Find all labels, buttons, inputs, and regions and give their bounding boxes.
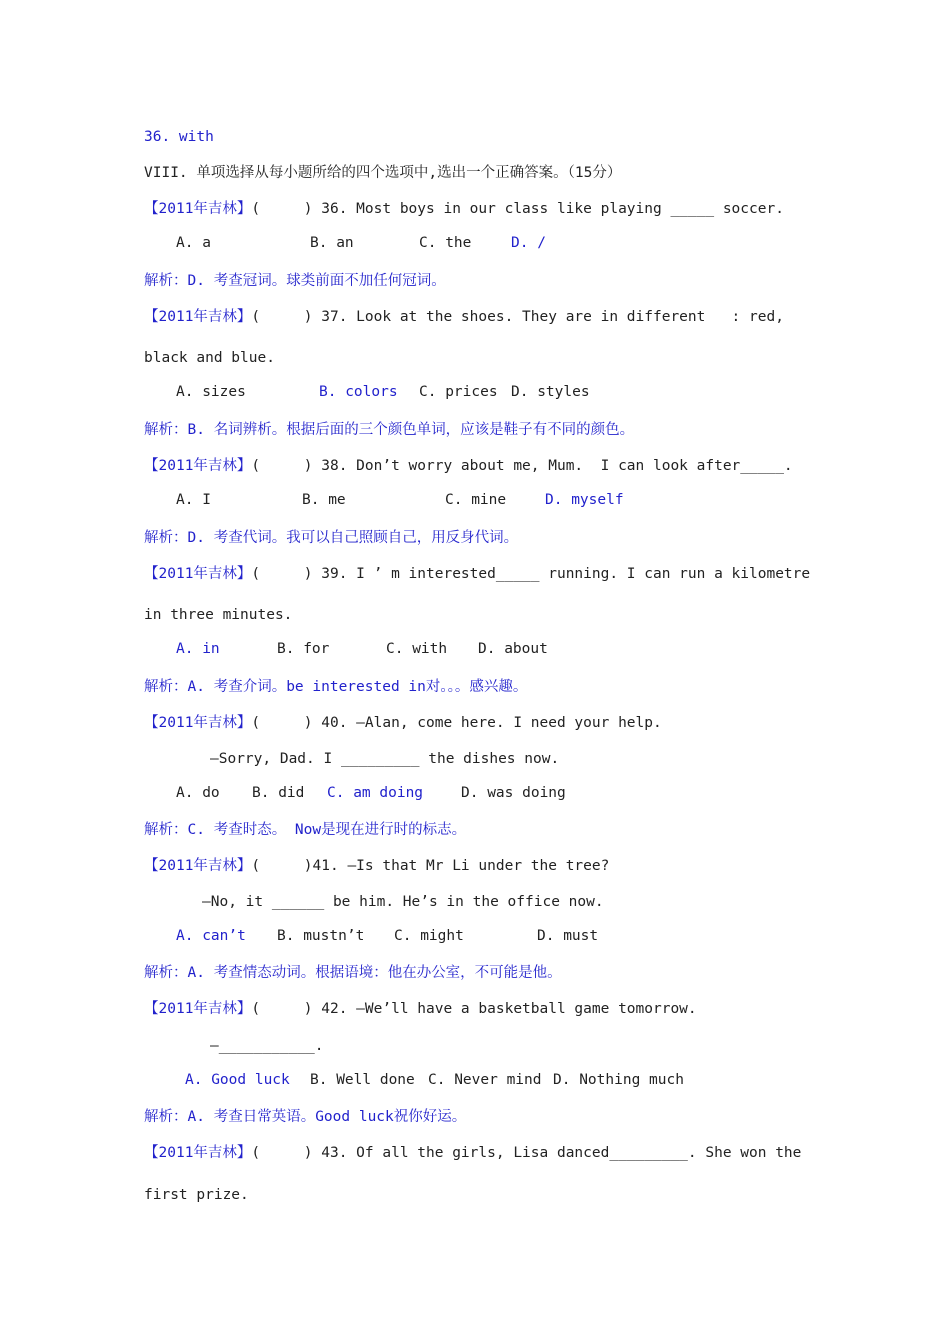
option-a: A. in (176, 641, 220, 657)
option-c: C. with (386, 641, 448, 657)
question-text: ( )41. —Is that Mr Li under the tree? (251, 858, 610, 874)
source-tag: 【2011年吉林】 (144, 566, 252, 582)
options-39 (0, 641, 950, 661)
question-continuation: black and blue. (144, 350, 275, 366)
section-heading: VIII. 单项选择从每小题所给的四个选项中,选出一个正确答案。（15分） (144, 165, 622, 181)
option-d: D. / (511, 235, 546, 251)
options-41 (0, 928, 950, 948)
question-42 (144, 999, 697, 1019)
question-36 (144, 199, 784, 219)
source-tag: 【2011年吉林】 (144, 1145, 252, 1161)
option-c: C. mine (445, 492, 507, 508)
option-a: A. sizes (176, 384, 246, 400)
option-d: D. about (478, 641, 548, 657)
option-b: B. colors (319, 384, 398, 400)
options-37 (0, 384, 950, 404)
question-39 (144, 564, 810, 584)
explanation: 解析：A. 考查日常英语。Good luck祝你好运。 (144, 1109, 467, 1125)
question-text: ( ) 39. I ’ m interested_____ running. I can run a kilometre (251, 566, 811, 582)
option-b: B. mustn’t (277, 928, 365, 944)
source-tag: 【2011年吉林】 (144, 1001, 252, 1017)
option-c: C. might (394, 928, 464, 944)
question-41 (144, 856, 609, 876)
option-a: A. Good luck (185, 1072, 290, 1088)
question-continuation: first prize. (144, 1187, 249, 1203)
option-a: A. a (176, 235, 211, 251)
question-text: ( ) 42. —We’ll have a basketball game tomorrow. (251, 1001, 697, 1017)
option-b: B. Well done (310, 1072, 415, 1088)
question-text: ( ) 37. Look at the shoes. They are in different : red, (251, 309, 784, 325)
option-d: D. styles (511, 384, 590, 400)
dialogue-line: —Sorry, Dad. I _________ the dishes now. (210, 751, 560, 767)
option-c: C. the (419, 235, 472, 251)
dialogue-line: —No, it ______ be him. He’s in the office now. (202, 894, 604, 910)
options-38 (0, 492, 950, 512)
option-c: C. Never mind (428, 1072, 542, 1088)
option-b: B. for (277, 641, 330, 657)
question-text: ( ) 40. —Alan, come here. I need your help. (251, 715, 662, 731)
option-a: A. I (176, 492, 211, 508)
question-37 (144, 307, 784, 327)
option-d: D. was doing (461, 785, 566, 801)
source-tag: 【2011年吉林】 (144, 715, 252, 731)
question-text: ( ) 38. Don’t worry about me, Mum. I can look after_____. (251, 458, 793, 474)
option-b: B. an (310, 235, 354, 251)
option-d: D. myself (545, 492, 624, 508)
answer-line: 36. with (144, 129, 214, 145)
option-b: B. me (302, 492, 346, 508)
source-tag: 【2011年吉林】 (144, 201, 252, 217)
option-c: C. prices (419, 384, 498, 400)
explanation: 解析：C. 考查时态。 Now是现在进行时的标志。 (144, 822, 467, 838)
question-text: ( ) 43. Of all the girls, Lisa danced_________. She won the (251, 1145, 802, 1161)
explanation: 解析：D. 考查冠词。球类前面不加任何冠词。 (144, 273, 446, 289)
options-42 (0, 1072, 950, 1092)
option-a: A. do (176, 785, 220, 801)
explanation: 解析：B. 名词辨析。根据后面的三个颜色单词，应该是鞋子有不同的颜色。 (144, 422, 635, 438)
option-b: B. did (252, 785, 305, 801)
explanation: 解析：D. 考查代词。我可以自己照顾自己，用反身代词。 (144, 530, 519, 546)
option-a: A. can’t (176, 928, 246, 944)
explanation: 解析：A. 考查情态动词。根据语境：他在办公室，不可能是他。 (144, 965, 562, 981)
dialogue-line: —___________. (210, 1038, 324, 1054)
source-tag: 【2011年吉林】 (144, 309, 252, 325)
question-text: ( ) 36. Most boys in our class like playing _____ soccer. (251, 201, 784, 217)
option-d: D. Nothing much (553, 1072, 684, 1088)
option-d: D. must (537, 928, 599, 944)
question-continuation: in three minutes. (144, 607, 293, 623)
option-c: C. am doing (327, 785, 424, 801)
question-43 (144, 1143, 801, 1163)
options-36 (0, 235, 950, 255)
question-38 (144, 456, 793, 476)
explanation: 解析：A. 考查介词。be interested in对。。。感兴趣。 (144, 679, 528, 695)
source-tag: 【2011年吉林】 (144, 858, 252, 874)
source-tag: 【2011年吉林】 (144, 458, 252, 474)
question-40 (144, 713, 662, 733)
options-40 (0, 785, 950, 805)
